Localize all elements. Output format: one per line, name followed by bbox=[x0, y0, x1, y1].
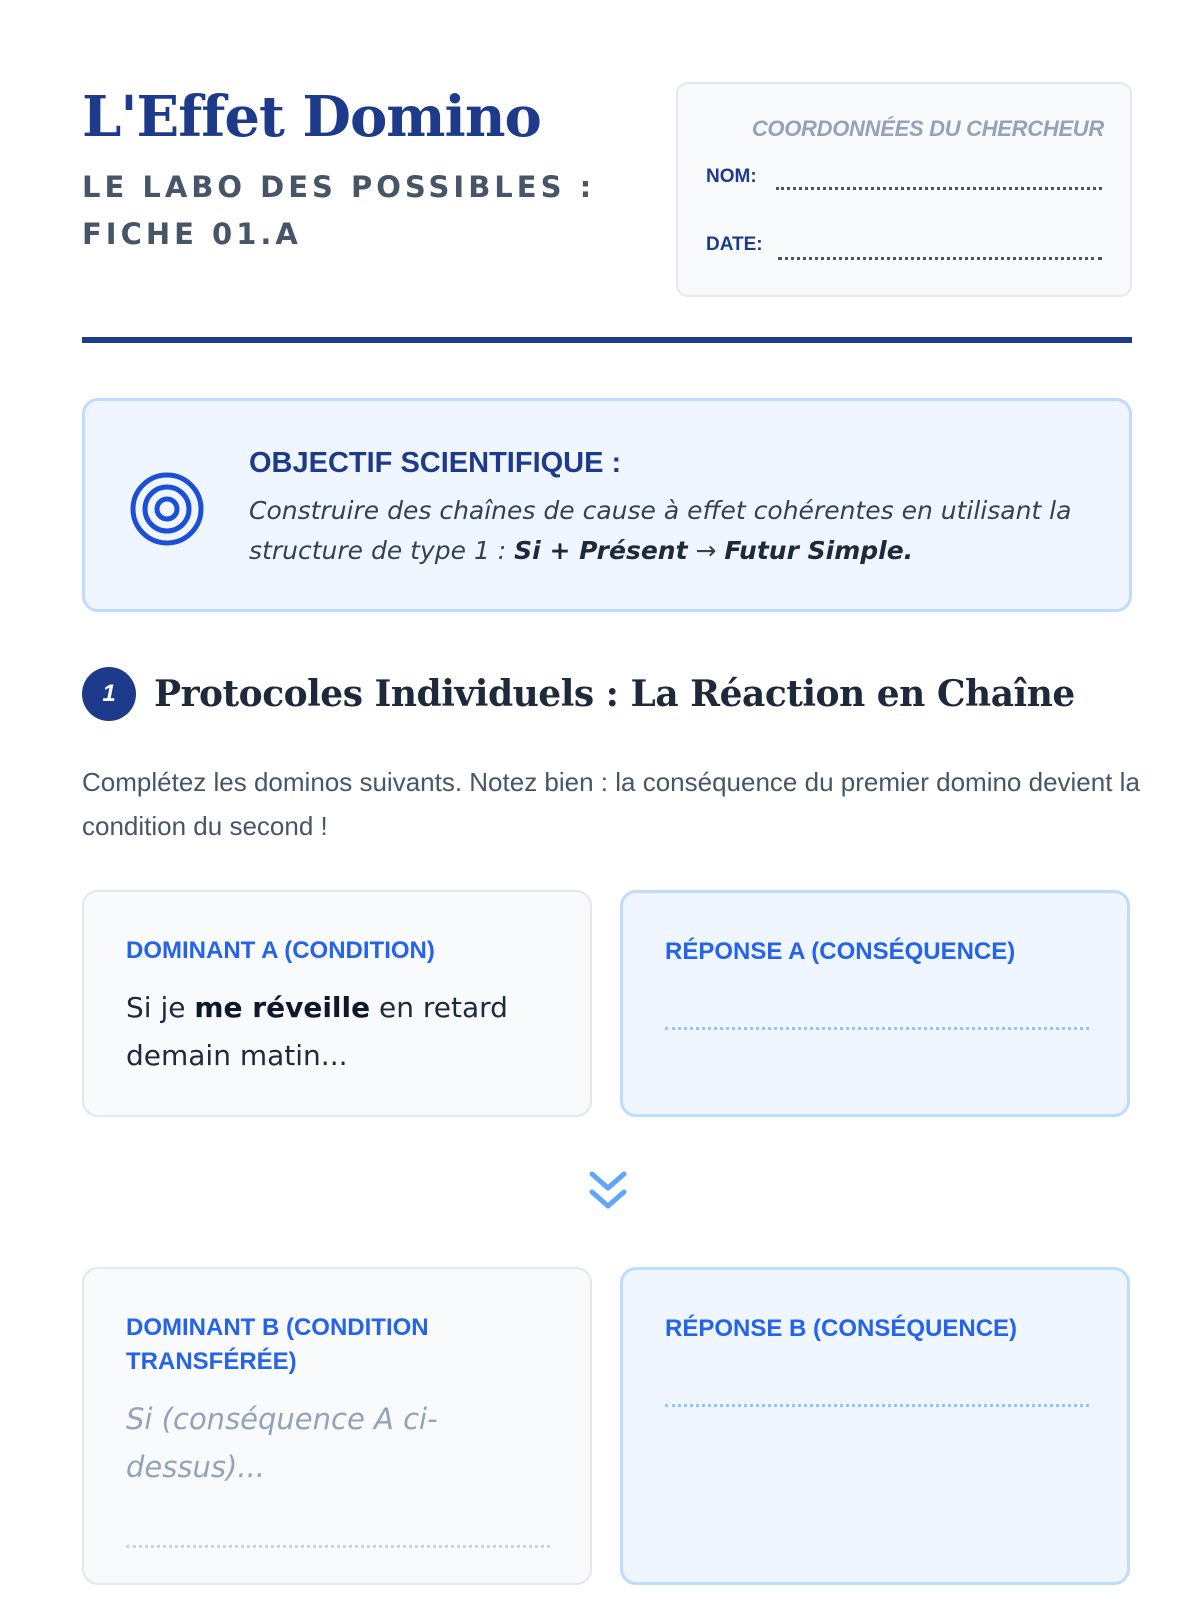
domino-b-response-card bbox=[620, 1267, 1130, 1585]
page-title: L'Effet Domino bbox=[82, 84, 541, 150]
section-instructions: Complétez les dominos suivants. Notez bien : la conséquence du premier domino devient la condition du second ! bbox=[82, 767, 1140, 841]
objective-box bbox=[82, 398, 1132, 612]
objective-structure-result: Futur Simple. bbox=[724, 536, 914, 565]
domino-a-response-label: RÉPONSE A (CONSÉQUENCE) bbox=[665, 938, 1016, 965]
objective-heading: OBJECTIF SCIENTIFIQUE : bbox=[249, 447, 622, 479]
domino-a-condition-text: Si je me réveille en retard demain matin... bbox=[126, 991, 508, 1072]
domino-b-answer-line[interactable] bbox=[665, 1404, 1089, 1407]
researcher-box-title: COORDONNÉES DU CHERCHEUR bbox=[751, 116, 1104, 141]
domino-b-response-label: RÉPONSE B (CONSÉQUENCE) bbox=[665, 1315, 1018, 1342]
name-writing-line[interactable] bbox=[776, 187, 1102, 190]
name-label: NOM: bbox=[706, 166, 757, 187]
objective-text: Construire des chaînes de cause à effet cohérentes en utilisant la structure de type 1 : Si + Présent → Futur Simple. bbox=[249, 496, 1072, 565]
section-number-badge: 1 bbox=[82, 667, 136, 721]
domino-a-response-card bbox=[620, 890, 1130, 1117]
header bbox=[82, 82, 1132, 297]
domino-b-condition-placeholder: Si (conséquence A ci-dessus)... bbox=[126, 1402, 438, 1484]
name-field[interactable] bbox=[706, 166, 1102, 196]
domino-b-condition-label: DOMINANT B (CONDITION TRANSFÉRÉE) bbox=[126, 1314, 429, 1375]
header-divider bbox=[82, 337, 1132, 343]
objective-structure-condition: Si + Présent bbox=[514, 536, 688, 565]
page-subtitle: LE LABO DES POSSIBLES : FICHE 01.A bbox=[82, 170, 596, 251]
domino-a-condition-label: DOMINANT A (CONDITION) bbox=[126, 937, 435, 964]
date-label: DATE: bbox=[706, 234, 763, 255]
date-writing-line[interactable] bbox=[778, 257, 1102, 260]
domino-a-condition-card bbox=[82, 890, 592, 1117]
target-icon bbox=[129, 471, 205, 547]
double-chevron-down-icon bbox=[586, 1168, 630, 1214]
section-title: Protocoles Individuels : La Réaction en Chaîne bbox=[154, 673, 1075, 715]
domino-b-condition-card bbox=[82, 1267, 592, 1585]
date-field[interactable] bbox=[706, 234, 1102, 264]
researcher-info-box bbox=[676, 82, 1132, 297]
domino-b-condition-line[interactable] bbox=[126, 1545, 550, 1548]
domino-a-answer-line[interactable] bbox=[665, 1027, 1089, 1030]
